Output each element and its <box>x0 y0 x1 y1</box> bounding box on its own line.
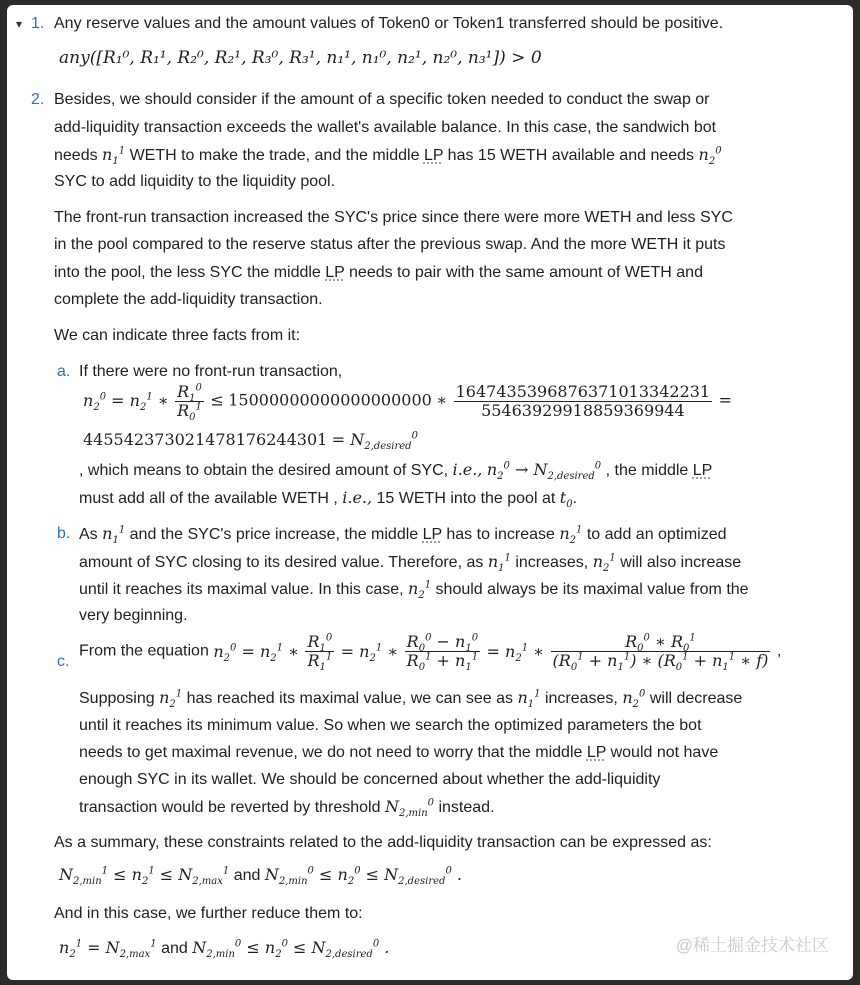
item1-text: Any reserve values and the amount values of Token0 or Token1 transferred should be positive. <box>54 15 724 32</box>
document-card <box>7 5 853 980</box>
item2-line2: add-liquidity transaction exceeds the wallet's available balance. In this case, the sandwich bot <box>54 119 717 136</box>
sub-c-line4: needs to get maximal revenue, we do not need to worry that the middle LP would not have <box>79 744 719 761</box>
sub-a-equation: $n_2^0 = n_2^1$ ∗ $\frac{R_1^0}{R_0^1}$ ≤ 15000000000000000000 ∗ $\frac{1647435396876371013342231}{55463929918859369944}$ = <box>83 382 732 424</box>
list-letter-b: b. <box>57 525 71 542</box>
sub-c-line3: until it reaches its minimum value. So when we search the optimized parameters the bot <box>79 717 702 734</box>
sub-b-line3: until it reaches its maximal value. In this case, $n_2^1$ should always be its maximal value from the <box>79 579 749 602</box>
sub-c-line5: enough SYC in its wallet. We should be concerned about whether the add-liquidity <box>79 771 661 788</box>
item2-para3: We can indicate three facts from it: <box>54 327 301 344</box>
list-letter-a: a. <box>57 363 71 380</box>
item2-para2-line1: The front-run transaction increased the SYC's price since there were more WETH and less SYC <box>54 209 733 226</box>
lp-link[interactable]: LP <box>423 147 444 164</box>
item2-para2-line2: in the pool compared to the reserve status after the previous swap. And the more WETH it puts <box>54 236 726 253</box>
sub-b-line4: very beginning. <box>79 607 188 624</box>
item2-line4: SYC to add liquidity to the liquidity pool. <box>54 173 336 190</box>
item2-para2-line3: into the pool, the less SYC the middle LP needs to pair with the same amount of WETH and <box>54 264 703 281</box>
lp-link[interactable]: LP <box>422 526 442 543</box>
item1-formula: any([R₁⁰, R₁¹, R₂⁰, R₂¹, R₃⁰, R₃¹, n₁¹, n₁⁰, n₂¹, n₂⁰, n₃¹]) > 0 <box>59 48 542 68</box>
lp-link[interactable]: LP <box>692 462 713 479</box>
list-letter-c: c. <box>57 653 70 670</box>
sub-a-line3: , which means to obtain the desired amount of SYC, i.e., $n_2^0 \to N_{2,desired}^0$ , the middle LP <box>79 460 713 483</box>
sub-c-line6: transaction would be reverted by threshold $N_{2,min}^0$ instead. <box>79 797 495 820</box>
list-number-2: 2. <box>31 91 45 108</box>
sub-c-line2: Supposing $n_2^1$ has reached its maximal value, we can see as $n_1^1$ increases, $n_2^0$ will decrease <box>79 688 743 711</box>
item2-para2-line4: complete the add-liquidity transaction. <box>54 291 323 308</box>
sub-b-line1: As $n_1^1$ and the SYC's price increase, the middle LP has to increase $n_2^1$ to add an optimized <box>79 524 727 547</box>
summary-line1: As a summary, these constraints related to the add-liquidity transaction can be expressed as: <box>54 834 712 851</box>
sub-a-result: 4455423730214781762443​01 = $N_{2,desired}^0$ <box>83 430 418 453</box>
summary-constraints: $N_{2,min}^1 \le n_2^1 \le N_{2,max}^1$ and $N_{2,min}^0 \le n_2^0 \le N_{2,desired}^0$ . <box>59 865 462 888</box>
sub-a-line4: must add all of the available WETH , i.e., 15 WETH into the pool at $t_0$. <box>79 488 578 511</box>
lp-link[interactable]: LP <box>325 264 345 281</box>
sub-b-line2: amount of SYC closing to its desired value. Therefore, as $n_1^1$ increases, $n_2^1$ will also increase <box>79 552 742 575</box>
item2-line3: needs $n_1^1$ WETH to make the trade, and the middle LP has 15 WETH available and needs $n_2^0$ <box>54 145 722 168</box>
collapse-bullet-icon[interactable]: ▾ <box>16 17 23 31</box>
list-number-1: 1. <box>31 15 45 32</box>
item2-line1: Besides, we should consider if the amount of a specific token needed to conduct the swap or <box>54 91 710 108</box>
sub-c-equation: From the equation $n_2^0 = n_2^1$ ∗ $\frac{R_1^0}{R_1^1}$ = $n_2^1$ ∗ $\frac{R_0^0 - n_1^0}{R_0^1 + n_1^1}$ = $n_2^1$ ∗ $\frac{R_0^0 ∗ R_0^1}{(R_0^1 + n_1^1) ∗ (R_0^1 + n_1^1 ∗ f)}$ , <box>79 632 782 674</box>
summary-reduced: $n_2^1 = N_{2,max}^1$ and $N_{2,min}^0 \le n_2^0 \le N_{2,desired}^0$ . <box>59 938 390 961</box>
sub-a-line1: If there were no front-run transaction, <box>79 363 343 380</box>
watermark: @稀土掘金技术社区 <box>675 936 829 955</box>
lp-link[interactable]: LP <box>586 744 607 761</box>
summary-line3: And in this case, we further reduce them to: <box>54 905 363 922</box>
